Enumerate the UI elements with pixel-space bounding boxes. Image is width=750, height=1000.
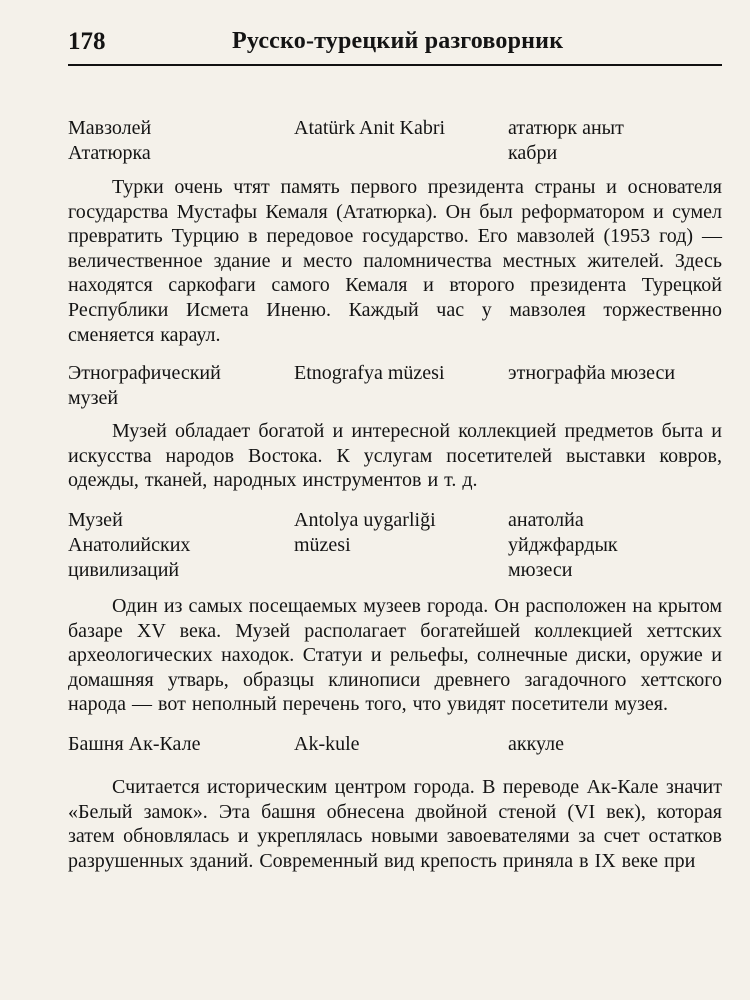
phrase-entry-ak-kale-tower [68,732,722,759]
russian-term: Мавзолей Ататюрка [68,117,152,164]
description-paragraph: Турки очень чтят память первого президента страны и основателя государства Мустафы Кемаля (Ататюрка). Он был реформатором и сумел превратить Турцию в передовое государство. Его мавзолей (1953 год) — величественное здание и место паломничества местных жителей. Здесь находятся саркофаги самого Кемаля и второго президента Турецкой Республики Исмета Иненю. Каждый час у мавзолея торжественно сменяется караул. [68,176,722,346]
turkish-term: Ak-kule [294,732,360,755]
page-header [68,24,722,66]
turkish-term: Atatürk Anit Kabri [294,117,446,139]
phrase-entry-anatolian-civilizations-museum [68,508,722,583]
description-paragraph: Считается историческим центром города. В переводе Ак-Кале значит «Белый замок». Эта башня обнесена двойной стеной (VI век), которая затем обновлялась и укреплялась новыми завоевателями за счет остатков разрушенных зданий. Современный вид крепость приняла в IX веке при [68,775,722,872]
page-number: 178 [68,28,106,55]
russian-term: Музей Анатолийских цивилизаций [68,508,191,581]
pronunciation: этнографйа мюзеси [508,362,676,385]
pronunciation: анатолйа уйджфардык мюзеси [508,508,618,581]
phrase-entry-ethnographic-museum [68,361,722,411]
running-title: Русско-турецкий разговорник [232,28,564,54]
pronunciation: аккуле [508,732,565,755]
russian-term: Этнографический музей [68,362,221,410]
description-paragraph: Музей обладает богатой и интересной коллекцией предметов быта и искусства народов Востока. К услугам посетителей выставки ковров, одежды, тканей, народных инструментов и т. д. [68,420,722,492]
turkish-term: Etnografya müzesi [294,362,445,385]
description-paragraph: Один из самых посещаемых музеев города. Он расположен на крытом базаре XV века. Музей располагает богатейшей коллекцией хеттских археологических находок. Статуи и рельефы, солнечные диски, оружие и домашняя утварь, образцы клинописи древнего загадочного хеттского народа — вот неполный перечень того, что увидят посетители музея. [68,594,722,716]
phrase-entry-ataturk-mausoleum [68,116,722,168]
turkish-term: Antolya uygarliği müzesi [294,508,436,556]
pronunciation: ататюрк аныт кабри [508,117,624,164]
russian-term: Башня Ак-Кале [68,732,201,755]
